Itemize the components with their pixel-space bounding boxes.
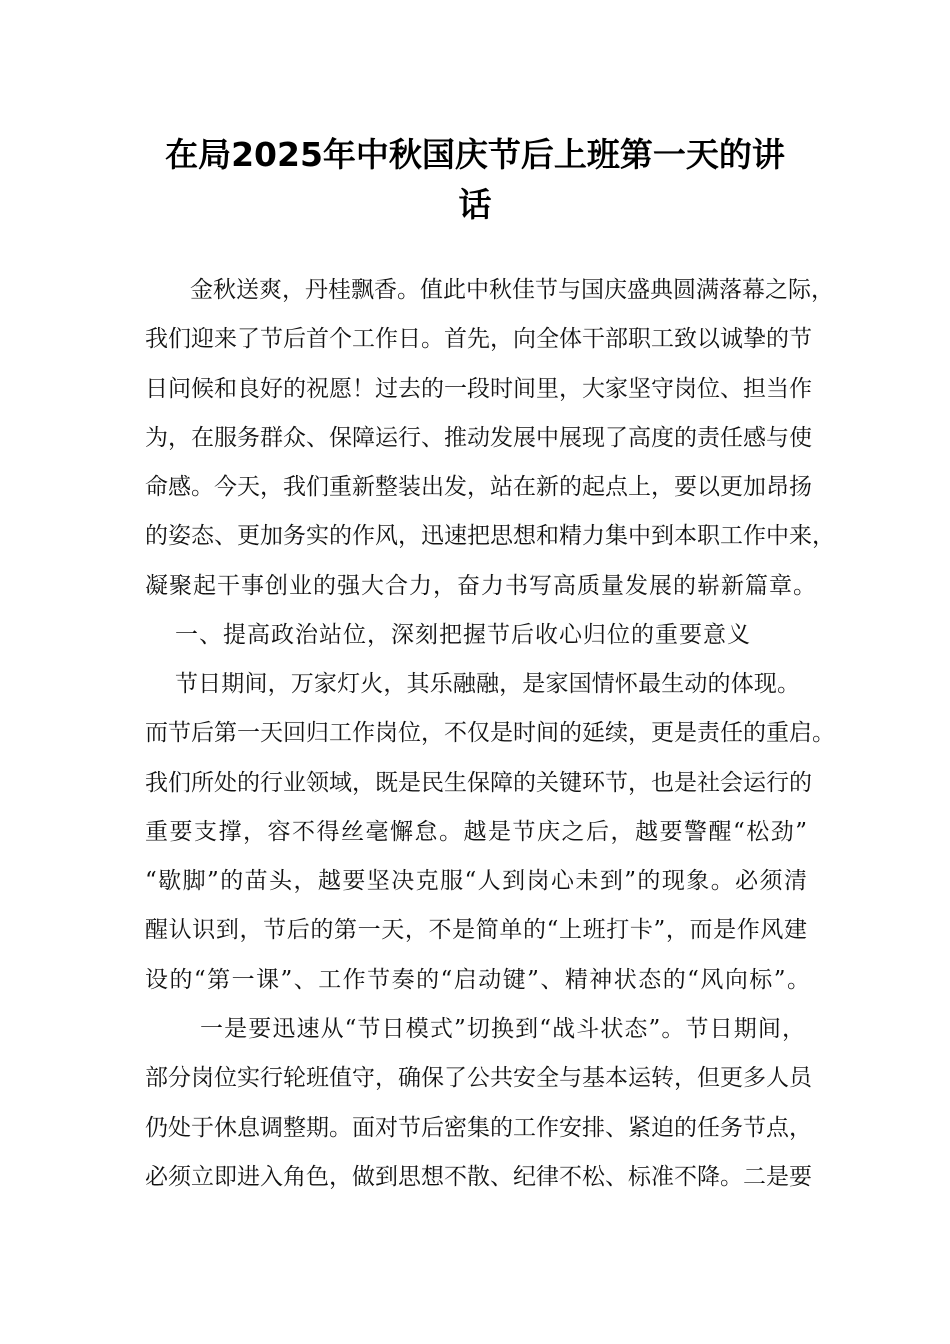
paragraph-line: 设的“第一课”、工作节奏的“启动键”、精神状态的“风向标”。: [145, 967, 810, 993]
paragraph-line: 的姿态、更加务实的作风，迅速把思想和精力集中到本职工作中来，: [145, 523, 835, 549]
title-line-2: 话: [458, 185, 492, 224]
paragraph-line: 凝聚起干事创业的强大合力，奋力书写高质量发展的崭新篇章。: [145, 573, 817, 599]
title-line-1: 在局2025年中秋国庆节后上班第一天的讲: [165, 135, 785, 174]
paragraph-line: 而节后第一天回归工作岗位，不仅是时间的延续，更是责任的重启。: [145, 720, 835, 746]
paragraph-line: 醒认识到，节后的第一天，不是简单的“上班打卡”，而是作风建: [145, 917, 807, 943]
section-heading: 一、提高政治站位，深刻把握节后收心归位的重要意义: [175, 622, 751, 648]
paragraph-line: 仍处于休息调整期。面对节后密集的工作安排、紧迫的任务节点，: [145, 1115, 812, 1141]
paragraph-line: 命感。今天，我们重新整装出发，站在新的起点上，要以更加昂扬: [145, 474, 812, 500]
paragraph-line: 必须立即进入角色，做到思想不散、纪律不松、标准不降。二是要: [145, 1164, 812, 1190]
paragraph-line: 日问候和良好的祝愿！过去的一段时间里，大家坚守岗位、担当作: [145, 376, 812, 402]
paragraph-line: 我们所处的行业领域，既是民生保障的关键环节，也是社会运行的: [145, 770, 812, 796]
paragraph-line: 重要支撑，容不得丝毫懈怠。越是节庆之后，越要警醒“松劲”: [145, 819, 807, 845]
paragraph-line: 节日期间，万家灯火，其乐融融，是家国情怀最生动的体现。: [175, 671, 800, 697]
paragraph-line: 金秋送爽，丹桂飘香。值此中秋佳节与国庆盛典圆满落幕之际，: [190, 277, 834, 303]
paragraph-line: 部分岗位实行轮班值守，确保了公共安全与基本运转，但更多人员: [145, 1065, 812, 1091]
paragraph-line: 为，在服务群众、保障运行、推动发展中展现了高度的责任感与使: [145, 425, 812, 451]
paragraph-line: “歇脚”的苗头，越要坚决克服“人到岗心未到”的现象。必须清: [145, 868, 807, 894]
paragraph-line: 我们迎来了节后首个工作日。首先，向全体干部职工致以诚挚的节: [145, 326, 812, 352]
paragraph-line: 一是要迅速从“节日模式”切换到“战斗状态”。节日期间，: [200, 1016, 805, 1042]
